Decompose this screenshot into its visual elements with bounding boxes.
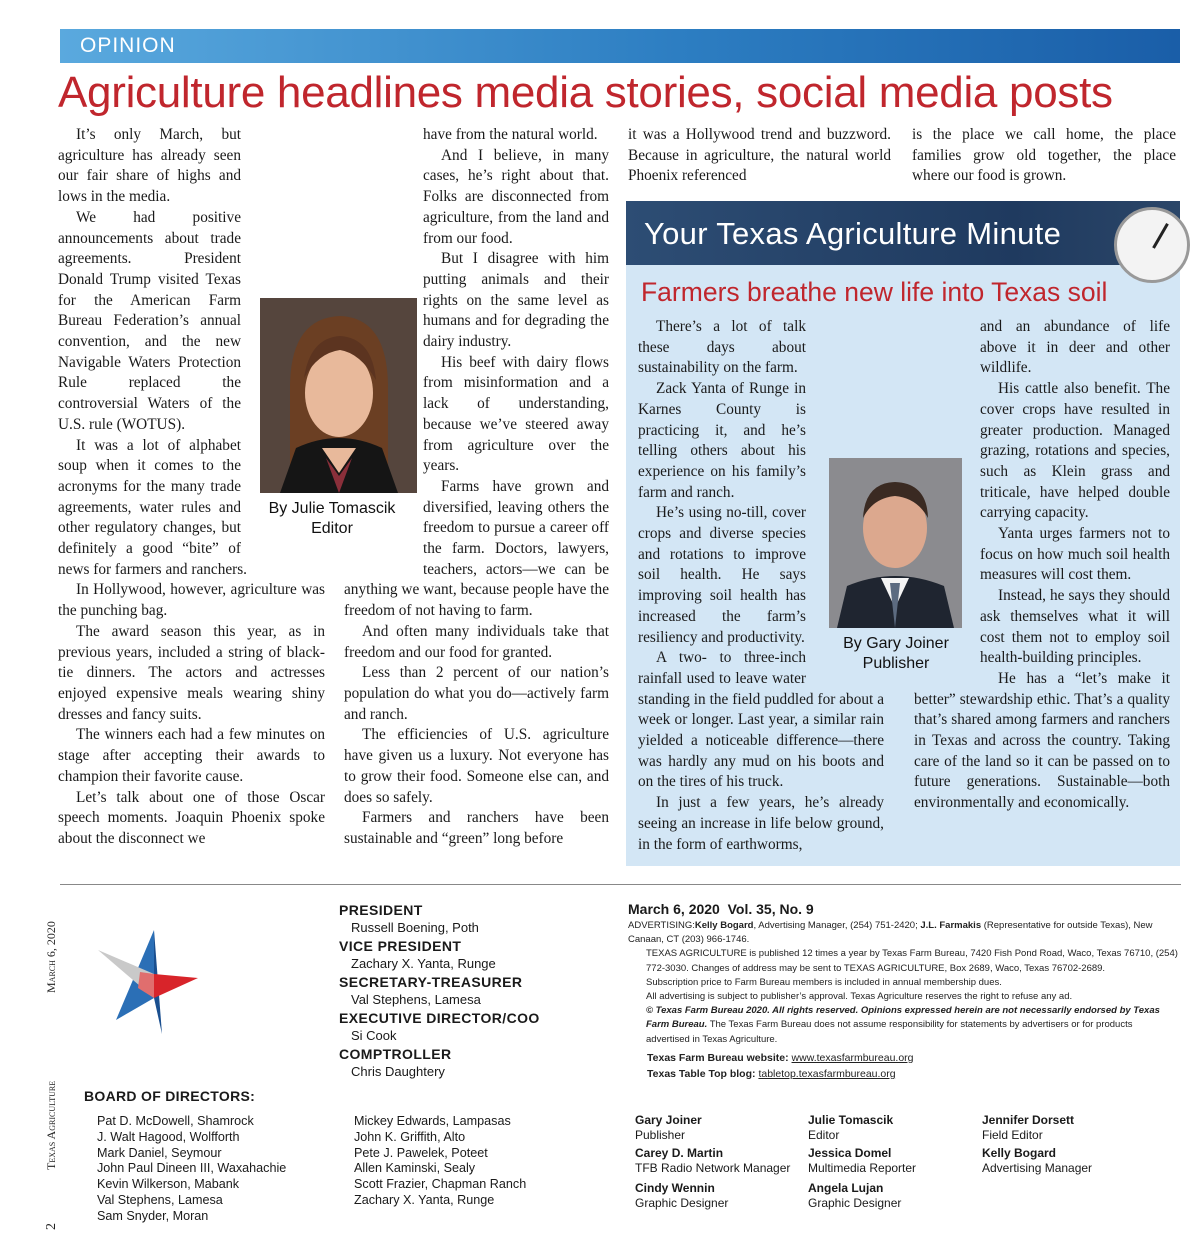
staff-name: Julie Tomascik (808, 1113, 894, 1127)
ag-minute-title: Farmers breathe new life into Texas soil (641, 277, 1108, 307)
editorial-column-3 (628, 125, 891, 195)
paragraph: it was a Hollywood trend and buzzword. Because in agriculture, the natural world Phoenix referenced (628, 126, 891, 185)
editorial-column-1 (58, 125, 325, 870)
publication-details (628, 919, 1178, 1047)
page-number: 2 (44, 1223, 59, 1230)
section-banner (60, 29, 1180, 63)
board-member: John Paul Dineen III, Waxahachie (97, 1161, 287, 1176)
editorial-column-2 (344, 125, 609, 870)
officers-list (339, 901, 619, 1081)
paragraph: It was a lot of alphabet soup when it comes to the acronyms for the many trade agreements, water rules and other regulatory changes, but definitely a good “bite” of news for farmers and ranchers. (58, 436, 248, 578)
advertising-name-1: Kelly Bogard (694, 920, 754, 931)
board-heading: BOARD OF DIRECTORS: (84, 1088, 256, 1104)
copyright-disclaimer: The Texas Farm Bureau does not assume responsibility for statements by advertisers or for products advertised in Texas Agriculture. (646, 1019, 1133, 1045)
board-member: John K. Griffith, Alto (354, 1129, 466, 1144)
officer-name: Russell Boening, Poth (351, 920, 479, 935)
paragraph: Zack Yanta of Runge in Karnes County is practicing it, and he’s telling others about his experience on his family’s farm and ranch. (638, 380, 806, 501)
paragraph: Let’s talk about one of those Oscar speech moments. Joaquin Phoenix spoke about the disconnect we (58, 788, 325, 847)
staff-entry (808, 1146, 980, 1176)
staff-name: Cindy Wennin (635, 1181, 715, 1195)
officer-title: SECRETARY-TREASURER (339, 974, 523, 990)
paragraph: His beef with dairy flows from misinformation and a lack of understanding, because we’ve steered away from agriculture over the years. (423, 353, 609, 475)
staff-entry (808, 1181, 980, 1211)
board-member: Mickey Edwards, Lampasas (354, 1114, 511, 1128)
paragraph: Yanta urges farmers not to focus on how much soil health measures will cost them. (980, 525, 1170, 584)
editorial-column-4 (912, 125, 1176, 195)
staff-name: Angela Lujan (808, 1181, 884, 1195)
paragraph: The efficiencies of U.S. agriculture have given us a luxury. Not everyone has to grow their food. Someone else can, and does so safely. (344, 726, 609, 806)
staff-role: Publisher (635, 1128, 686, 1142)
blog-link[interactable]: tabletop.texasfarmbureau.org (758, 1067, 896, 1080)
ag-minute-banner (626, 201, 1180, 265)
clock-icon (1114, 207, 1190, 283)
board-member: Scott Frazier, Chapman Ranch (354, 1177, 527, 1192)
board-list-1 (97, 1114, 327, 1225)
paragraph: But I disagree with him putting animals and their rights on the same level as humans and for degrading the dairy industry. (423, 250, 609, 351)
staff-role: Editor (808, 1128, 840, 1142)
editor-portrait-image (260, 298, 417, 493)
officer-title: VICE PRESIDENT (339, 938, 462, 954)
advertising-label: ADVERTISING: (628, 920, 695, 931)
officer-name: Val Stephens, Lamesa (351, 992, 481, 1007)
paragraph: Instead, he says they should ask themselves what it will cost them not to employ soil health-building principles. (980, 587, 1170, 667)
issue-info (628, 901, 1178, 1082)
advertising-text-1: , Advertising Manager, (254) 751-2420; (753, 920, 918, 931)
publisher-byline-title: Publisher (862, 655, 930, 672)
subscription-statement: Subscription price to Farm Bureau members is included in annual membership dues. (646, 976, 1002, 988)
paragraph: He has a “let’s make it better” stewardship ethic. That’s a quality that’s shared among farmers and ranchers in Texas and across the country. Taking care of the land so it can be passed on to future generations. Sustainable—both environmentally and economically. (914, 669, 1170, 812)
staff-entry (808, 1113, 980, 1143)
staff-name: Kelly Bogard (982, 1146, 1057, 1160)
advertising-name-2: J.L. Farmakis (920, 920, 982, 931)
paragraph: We had positive announcements about trade agreements. President Donald Trump visited Texas for the American Farm Bureau Federation’s annual convention, and the new Navigable Waters Protection Rule replaced the controversial Waters of the U.S. rule (WOTUS). (58, 208, 241, 433)
staff-entry (982, 1146, 1154, 1176)
officer-name: Zachary X. Yanta, Runge (351, 956, 496, 971)
editor-photo (260, 298, 417, 493)
paragraph: The winners each had a few minutes on stage after accepting their awards to champion their favorite cause. (58, 726, 325, 785)
publisher-byline-name: By Gary Joiner (843, 635, 949, 652)
page-headline: Agriculture headlines media stories, social media posts (58, 68, 1113, 117)
editor-byline-name: By Julie Tomascik (268, 500, 396, 517)
board-member: Sam Snyder, Moran (97, 1208, 209, 1223)
advertising-text-2: (Representative for outside Texas), New Canaan, CT (203) 966-1746. (628, 920, 1153, 946)
issue-date: March 6, 2020 Vol. 35, No. 9 (628, 901, 814, 917)
officer-name: Chris Daughtery (351, 1064, 445, 1079)
staff-role: Advertising Manager (982, 1161, 1093, 1175)
board-member: Allen Kaminski, Sealy (354, 1161, 476, 1176)
staff-role: Multimedia Reporter (808, 1161, 917, 1175)
paragraph: A two- to three-inch rainfall used to leave water standing in the field puddled for about a week or longer. Last year, a similar rain yielded a noticeable difference—there was hardly any mud on his boots and on the tires of his truck. (638, 649, 884, 791)
paragraph: In Hollywood, however, agriculture was the punching bag. (58, 581, 325, 620)
paragraph: is the place we call home, the place families grow old together, the place where our food is grown. (912, 126, 1176, 185)
copyright-statement: © Texas Farm Bureau 2020. All rights reserved. Opinions expressed herein are not necessarily endorsed by Texas Farm Bureau. (646, 1005, 1160, 1031)
board-member: J. Walt Hagood, Wolfforth (97, 1129, 240, 1144)
staff-name: Jessica Domel (808, 1146, 892, 1160)
section-label: OPINION (80, 34, 176, 57)
publisher-portrait-image (829, 458, 962, 628)
board-member: Pat D. McDowell, Shamrock (97, 1114, 254, 1128)
paragraph: Less than 2 percent of our nation’s population do what you do—actively farm and ranch. (344, 664, 609, 723)
board-member: Zachary X. Yanta, Runge (354, 1192, 495, 1207)
paragraph: The award season this year, as in previous years, included a string of black-tie dinners. The actors and actresses enjoyed expensive meals wearing shiny dresses and fancy suits. (58, 622, 325, 723)
publisher-byline (826, 634, 966, 674)
board-member: Kevin Wilkerson, Mabank (97, 1177, 240, 1192)
officer-name: Si Cook (351, 1028, 397, 1043)
masthead-divider (60, 884, 1181, 885)
paragraph: and an abundance of life above it in deer and other wildlife. (980, 318, 1170, 377)
staff-entry (982, 1113, 1154, 1143)
staff-name: Carey D. Martin (635, 1146, 724, 1160)
paragraph: In just a few years, he’s already seeing an increase in life below ground, in the form of earthworms, (638, 794, 884, 853)
paragraph: It’s only March, but agriculture has already seen our fair share of highs and lows in the media. (58, 126, 241, 206)
texas-farm-bureau-logo (94, 928, 200, 1036)
website-line (628, 1050, 1178, 1066)
blog-line (628, 1066, 1178, 1082)
staff-entry (635, 1146, 807, 1176)
editor-byline (255, 499, 409, 539)
board-member: Pete J. Pawelek, Poteet (354, 1145, 488, 1160)
editor-byline-title: Editor (311, 520, 353, 537)
blog-label: Texas Table Top blog: (647, 1067, 756, 1080)
paragraph: And I believe, in many cases, he’s right about that. Folks are disconnected from agriculture, from the land and from our food. (423, 146, 609, 247)
paragraph: have from the natural world. (423, 126, 598, 143)
ag-minute-banner-title: Your Texas Agriculture Minute (644, 216, 1062, 251)
staff-role: TFB Radio Network Manager (635, 1161, 791, 1175)
staff-entry (635, 1113, 807, 1143)
paragraph: He’s using no-till, cover crops and diverse species and rotations to improve soil health. He says improving soil health has increased the farm’s resiliency and productivity. (638, 504, 806, 646)
website-label: Texas Farm Bureau website: (647, 1051, 789, 1064)
vertical-publication: Texas Agriculture (44, 1080, 58, 1170)
staff-role: Graphic Designer (635, 1196, 729, 1210)
publisher-photo (829, 458, 962, 628)
vertical-date: March 6, 2020 (44, 921, 58, 993)
staff-name: Gary Joiner (635, 1113, 702, 1127)
officer-title: EXECUTIVE DIRECTOR/COO (339, 1010, 540, 1026)
staff-name: Jennifer Dorsett (982, 1113, 1075, 1127)
paragraph: Farmers and ranchers have been sustainable and “green” long before (344, 809, 609, 847)
staff-role: Field Editor (982, 1128, 1043, 1142)
officer-title: COMPTROLLER (339, 1046, 452, 1062)
publication-statement: TEXAS AGRICULTURE is published 12 times a year by Texas Farm Bureau, 7420 Fish Pond Road, Waco, Texas 76710, (254) 772-3030. Changes of address may be sent to TEXAS AGRICULTURE, Box 2689, Waco, Texas 76702-2689. (646, 948, 1178, 974)
board-member: Val Stephens, Lamesa (97, 1192, 223, 1207)
staff-role: Graphic Designer (808, 1196, 902, 1210)
website-link[interactable]: www.texasfarmbureau.org (791, 1051, 914, 1064)
paragraph: His cattle also benefit. The cover crops have resulted in greater production. Managed grazing, rotations and species, such as Klein grass and triticale, have helped double carrying capacity. (980, 380, 1170, 522)
officer-title: PRESIDENT (339, 902, 423, 918)
board-member: Mark Daniel, Seymour (97, 1145, 222, 1160)
board-list-2 (354, 1114, 584, 1209)
staff-entry (635, 1181, 807, 1211)
approval-statement: All advertising is subject to publisher’s approval. Texas Agriculture reserves the right to refuse any ad. (646, 991, 1073, 1003)
paragraph: Farms have grown and diversified, leaving others the freedom to pursue a career off the farm. Doctors, lawyers, teachers, actors—we can be anything we want, because people have the freedom of not having to farm. (344, 477, 609, 620)
paragraph: There’s a lot of talk these days about sustainability on the farm. (638, 318, 806, 377)
paragraph: And often many individuals take that freedom and our food for granted. (344, 622, 609, 661)
